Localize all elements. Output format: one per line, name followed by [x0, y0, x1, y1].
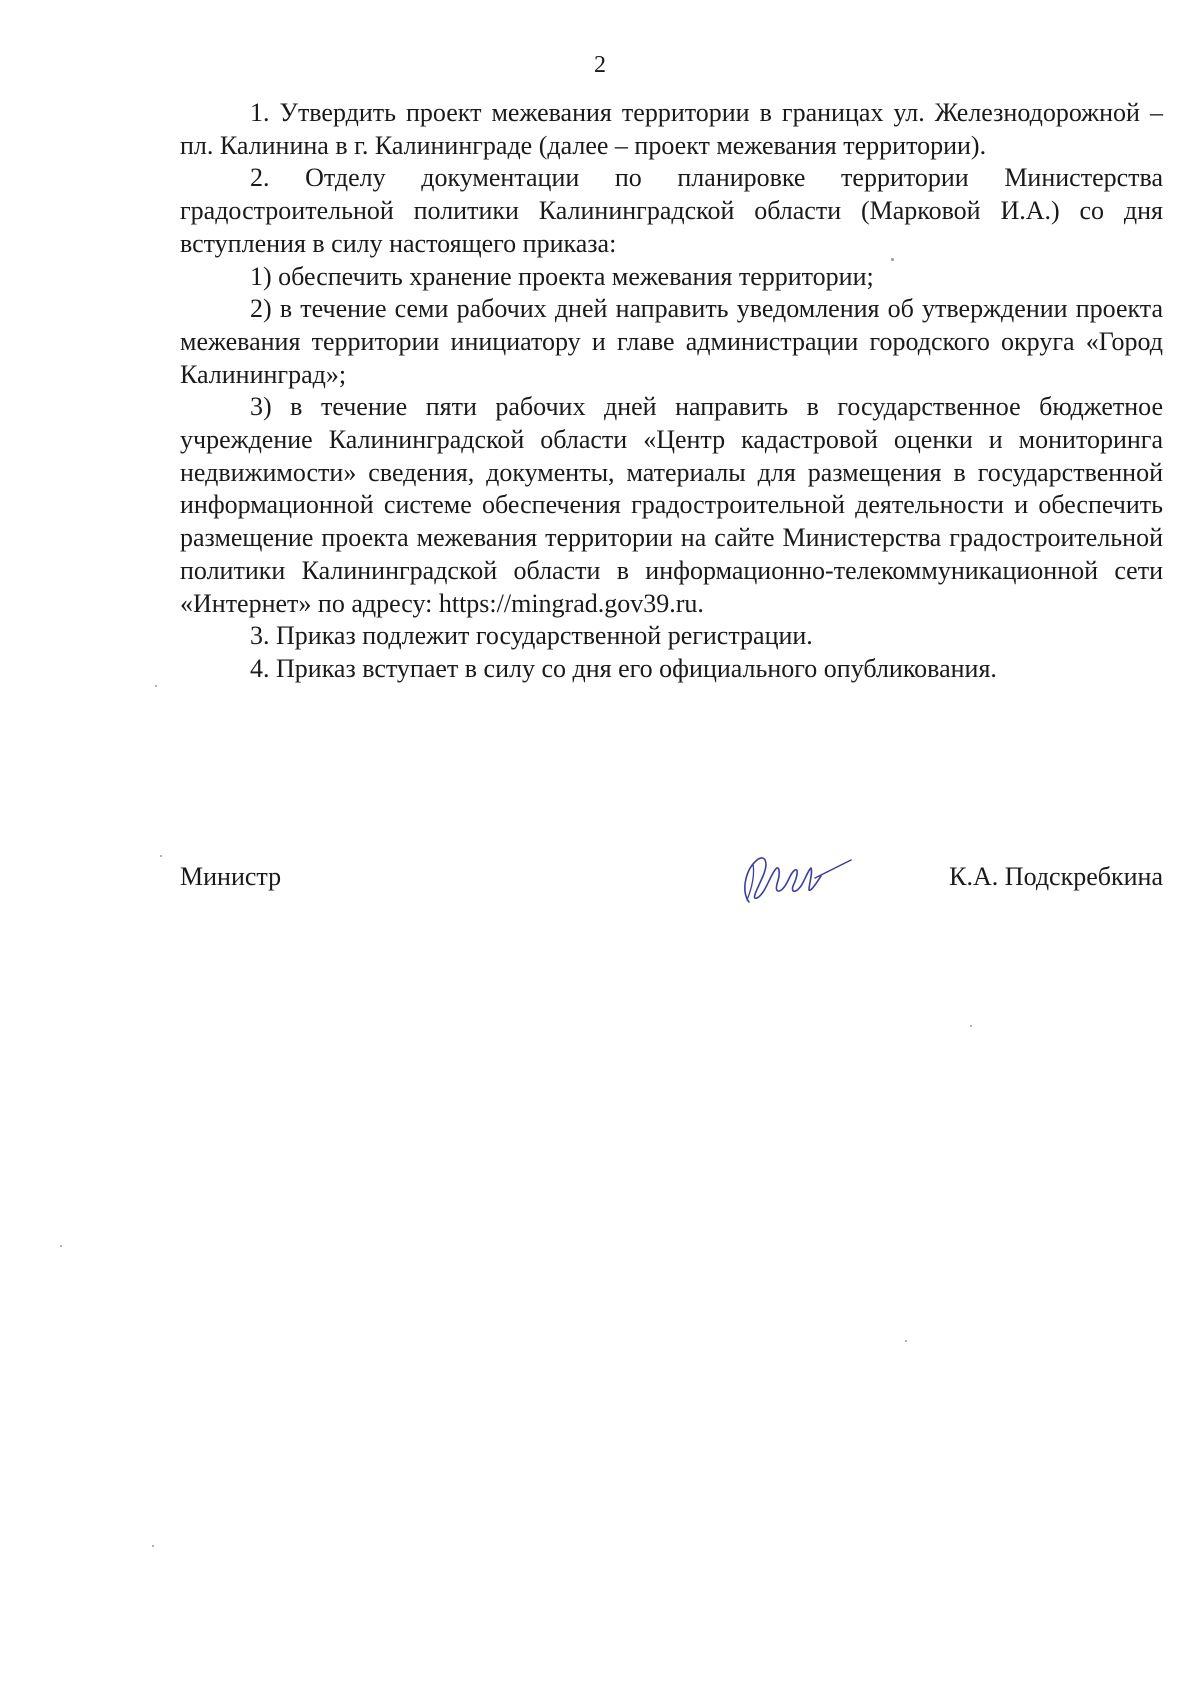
scan-speck [905, 1340, 907, 1342]
scan-speck [152, 1545, 154, 1547]
page-number: 2 [594, 52, 606, 78]
scan-speck [155, 685, 157, 687]
subparagraph-1: 1) обеспечить хранение проекта межевания территории; [250, 261, 874, 291]
scan-speck [970, 1025, 972, 1027]
paragraph-item-3: 3. Приказ подлежит государственной регистрации. [250, 621, 813, 651]
paragraph-item-1: 1. Утвердить проект межевания территории в границах ул. Железнодорожной – пл. Калинина в г. Калининграде (далее – проект межевания территории). [180, 98, 1163, 160]
paragraph-item-2: 2. Отделу документации по планировке территории Министерства градостроительной политики Калининградской области (Марковой И.А.) со дня вступления в силу настоящего приказа: [180, 163, 1163, 258]
order-body [180, 97, 1163, 686]
signatory-name: К.А. Подскребкина [949, 862, 1163, 891]
signature-flourish [815, 860, 851, 878]
scan-speck [891, 258, 894, 261]
scan-speck [60, 1245, 62, 1247]
handwritten-signature [735, 842, 855, 912]
subparagraph-3: 3) в течение пяти рабочих дней направить в государственное бюджетное учреждение Калининградской области «Центр кадастровой оценки и мониторинга недвижимости» сведения, документы, материалы для размещения в государственной информационной системе обеспечения градостроительной деятельности и обеспечить размещение проекта межевания территории на сайте Министерства градостроительной политики Калининградской области в информационно-телекоммуникационной сети «Интернет» по адресу: https://mingrad.gov39.ru. [180, 392, 1163, 618]
signatory-position: Министр [180, 862, 282, 891]
signature-stroke [745, 858, 821, 902]
scan-speck [160, 855, 162, 857]
signature-block [180, 860, 1163, 920]
subparagraph-2: 2) в течение семи рабочих дней направить уведомления об утверждении проекта межевания территории инициатору и главе администрации городского округа «Город Калининград»; [180, 294, 1163, 389]
paragraph-item-4: 4. Приказ вступает в силу со дня его официального опубликования. [250, 653, 997, 683]
